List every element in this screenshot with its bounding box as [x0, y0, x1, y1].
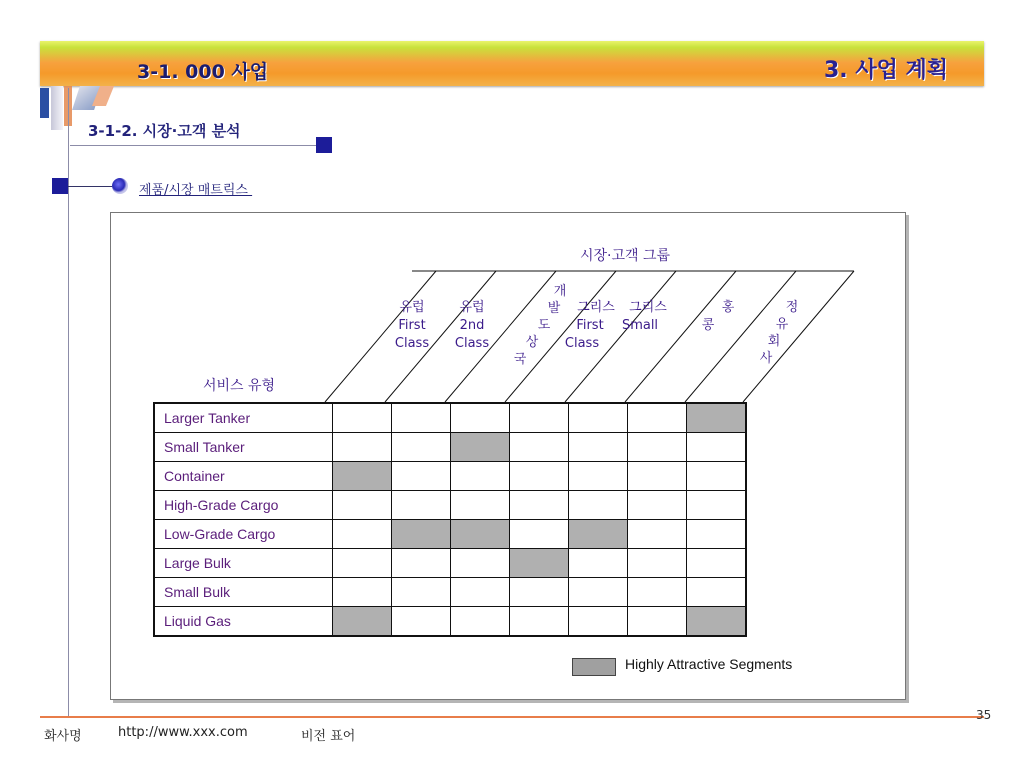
matrix-cell — [333, 549, 392, 578]
matrix-cell — [687, 549, 747, 578]
matrix-cell — [392, 433, 451, 462]
column-header-1-line-3: Class — [394, 336, 430, 351]
column-header-4-line-3: Class — [564, 336, 600, 351]
matrix-cell — [333, 520, 392, 549]
column-header-4-line-1: 그리스 — [577, 300, 615, 315]
matrix-cell — [510, 433, 569, 462]
subsection-title: 3-1-2. 시장·고객 분석 — [88, 122, 241, 140]
matrix-cell — [628, 403, 687, 433]
row-group-title: 서비스 유형 — [202, 378, 276, 394]
row-label: Large Bulk — [154, 549, 333, 578]
column-header-2-line-3: Class — [454, 336, 490, 351]
matrix-cell — [569, 403, 628, 433]
matrix-cell — [510, 578, 569, 607]
row-label: Larger Tanker — [154, 403, 333, 433]
column-header-7-line-3: 회 — [767, 334, 781, 349]
matrix-cell — [333, 578, 392, 607]
column-header-6-line-1: 홍 — [721, 300, 735, 315]
table-row — [154, 491, 746, 520]
row-label: High-Grade Cargo — [154, 491, 333, 520]
matrix-cell — [628, 520, 687, 549]
matrix-cell — [333, 403, 392, 433]
matrix-cell — [687, 491, 747, 520]
highlighted-cell — [687, 607, 747, 637]
row-label: Container — [154, 462, 333, 491]
row-label: Small Bulk — [154, 578, 333, 607]
table-row — [154, 433, 746, 462]
footer-line — [40, 716, 984, 718]
matrix-cell — [510, 403, 569, 433]
column-header-3-line-2: 발 — [547, 301, 561, 316]
column-header-7-line-4: 사 — [759, 351, 773, 366]
matrix-cell — [569, 578, 628, 607]
matrix-cell — [628, 491, 687, 520]
footer-company: 화사명 — [44, 729, 82, 744]
subtitle-square-marker — [316, 137, 332, 153]
matrix-cell — [392, 578, 451, 607]
column-header-3-line-1: 개 — [553, 284, 567, 299]
column-header-5-line-1: 그리스 — [629, 300, 667, 315]
product-market-matrix — [153, 402, 747, 637]
matrix-cell — [510, 520, 569, 549]
matrix-cell — [687, 462, 747, 491]
matrix-cell — [451, 578, 510, 607]
matrix-cell — [569, 433, 628, 462]
row-label: Liquid Gas — [154, 607, 333, 637]
matrix-cell — [628, 578, 687, 607]
column-header-4-line-2: First — [576, 318, 604, 333]
left-guide-line — [68, 88, 69, 718]
bullet-connector-line — [68, 186, 114, 187]
column-header-3-line-4: 상 — [525, 335, 539, 350]
footer-vision: 비전 표어 — [301, 729, 356, 744]
table-row — [154, 520, 746, 549]
matrix-cell — [392, 491, 451, 520]
matrix-cell — [392, 462, 451, 491]
column-header-6-line-2: 콩 — [701, 318, 715, 333]
highlighted-cell — [451, 433, 510, 462]
matrix-cell — [628, 607, 687, 637]
column-header-7-line-1: 정 — [785, 300, 799, 315]
column-header-5-line-2: Small — [621, 318, 659, 333]
column-header-3-line-5: 국 — [513, 352, 527, 367]
matrix-cell — [510, 462, 569, 491]
matrix-cell — [451, 462, 510, 491]
matrix-cell — [569, 462, 628, 491]
footer-url: http://www.xxx.com — [118, 725, 248, 740]
column-header-3-line-3: 도 — [537, 318, 551, 333]
chapter-title: 3. 사업 계획 — [824, 58, 948, 83]
matrix-cell — [451, 607, 510, 637]
matrix-cell — [392, 403, 451, 433]
table-row — [154, 578, 746, 607]
matrix-cell — [569, 607, 628, 637]
table-row — [154, 403, 746, 433]
matrix-cell — [628, 433, 687, 462]
matrix-cell — [510, 491, 569, 520]
section-title: 3-1. 000 사업 — [137, 61, 269, 83]
bullet-square-marker — [52, 178, 68, 194]
highlighted-cell — [569, 520, 628, 549]
matrix-cell — [628, 462, 687, 491]
table-row — [154, 549, 746, 578]
legend-label: Highly Attractive Segments — [625, 656, 793, 672]
matrix-cell — [510, 607, 569, 637]
legend-swatch — [572, 658, 616, 676]
subtitle-underline — [70, 145, 316, 146]
highlighted-cell — [510, 549, 569, 578]
highlighted-cell — [333, 462, 392, 491]
matrix-cell — [333, 491, 392, 520]
column-header-2-line-2: 2nd — [459, 318, 485, 333]
column-header-2-line-1: 유럽 — [459, 300, 485, 315]
row-label: Small Tanker — [154, 433, 333, 462]
matrix-cell — [451, 549, 510, 578]
highlighted-cell — [451, 520, 510, 549]
column-header-1-line-1: 유럽 — [399, 300, 425, 315]
matrix-cell — [392, 549, 451, 578]
bullet-label: 제품/시장 매트릭스 — [139, 183, 253, 198]
row-label: Low-Grade Cargo — [154, 520, 333, 549]
matrix-cell — [451, 491, 510, 520]
matrix-cell — [569, 549, 628, 578]
matrix-cell — [628, 549, 687, 578]
column-header-1-line-2: First — [398, 318, 426, 333]
highlighted-cell — [392, 520, 451, 549]
matrix-cell — [569, 491, 628, 520]
column-group-title: 시장·고객 그룹 — [579, 248, 671, 264]
table-row — [154, 607, 746, 637]
page-number: 35 — [976, 708, 992, 722]
matrix-cell — [687, 578, 747, 607]
matrix-cell — [392, 607, 451, 637]
column-header-7-line-2: 유 — [775, 317, 789, 332]
matrix-cell — [333, 433, 392, 462]
highlighted-cell — [333, 607, 392, 637]
bullet-circle-icon — [112, 178, 128, 194]
table-row — [154, 462, 746, 491]
matrix-cell — [687, 433, 747, 462]
matrix-cell — [451, 403, 510, 433]
matrix-cell — [687, 520, 747, 549]
highlighted-cell — [687, 403, 747, 433]
